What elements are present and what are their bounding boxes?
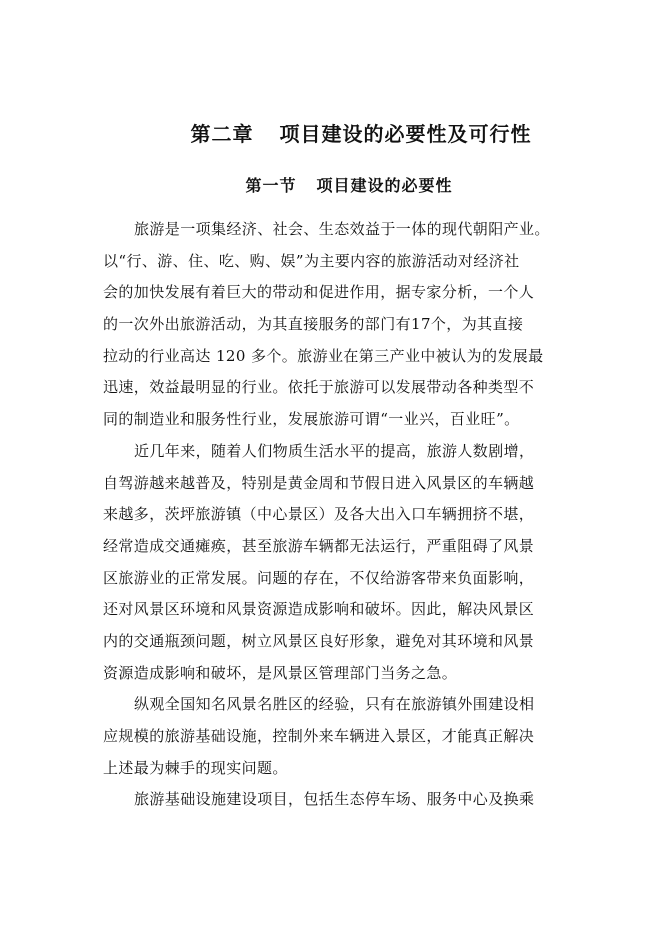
- paragraph-line: 上述最为棘手的现实问题。: [103, 758, 288, 777]
- chapter-label: 第二章: [190, 122, 254, 146]
- section-title: [0, 173, 662, 196]
- section-label: 第一节: [245, 176, 297, 195]
- paragraph-line: 迅速，效益最明显的行业。依托于旅游可以发展带动各种类型不: [103, 378, 535, 397]
- paragraph-line: 以“行、游、住、吃、购、娱”为主要内容的旅游活动对经济社: [103, 251, 520, 270]
- paragraph-line: 纵观全国知名风景名胜区的经验，只有在旅游镇外围建设相: [134, 695, 535, 714]
- paragraph-line: 自驾游越来越普及，特别是黄金周和节假日进入风景区的车辆越: [103, 473, 535, 492]
- chapter-title: [0, 118, 662, 147]
- paragraph-line: 旅游基础设施建设项目，包括生态停车场、服务中心及换乘: [134, 790, 535, 809]
- paragraph-line: 近几年来，随着人们物质生活水平的提高，旅游人数剧增，: [134, 441, 535, 460]
- paragraph-line: 区旅游业的正常发展。问题的存在，不仅给游客带来负面影响，: [103, 568, 535, 587]
- paragraph-line: 旅游是一项集经济、社会、生态效益于一体的现代朝阳产业。: [134, 220, 550, 238]
- paragraph-line: 经常造成交通瘫痪，甚至旅游车辆都无法运行，严重阻碍了风景: [103, 536, 535, 555]
- paragraph-line: 来越多，茨坪旅游镇（中心景区）及各大出入口车辆拥挤不堪，: [103, 505, 535, 524]
- paragraph-line: 资源造成影响和破坏，是风景区管理部门当务之急。: [103, 663, 458, 682]
- body-text: [103, 214, 583, 816]
- paragraph-line: 的一次外出旅游活动，为其直接服务的部门有17个，为其直接: [103, 315, 524, 334]
- chapter-heading: 项目建设的必要性及可行性: [279, 122, 532, 146]
- paragraph-line: 还对风景区环境和风景资源造成影响和破坏。因此，解决风景区: [103, 600, 535, 619]
- paragraph-line: 内的交通瓶颈问题，树立风景区良好形象，避免对其环境和风景: [103, 631, 535, 650]
- paragraph-line: 同的制造业和服务性行业，发展旅游可谓“一业兴，百业旺”。: [103, 410, 520, 429]
- section-heading: 项目建设的必要性: [316, 176, 453, 195]
- paragraph-line: 拉动的行业高达 120 多个。旅游业在第三产业中被认为的发展最: [103, 346, 544, 365]
- paragraph-line: 会的加快发展有着巨大的带动和促进作用，据专家分析，一个人: [103, 283, 535, 302]
- paragraph-line: 应规模的旅游基础设施，控制外来车辆进入景区，才能真正解决: [103, 727, 535, 745]
